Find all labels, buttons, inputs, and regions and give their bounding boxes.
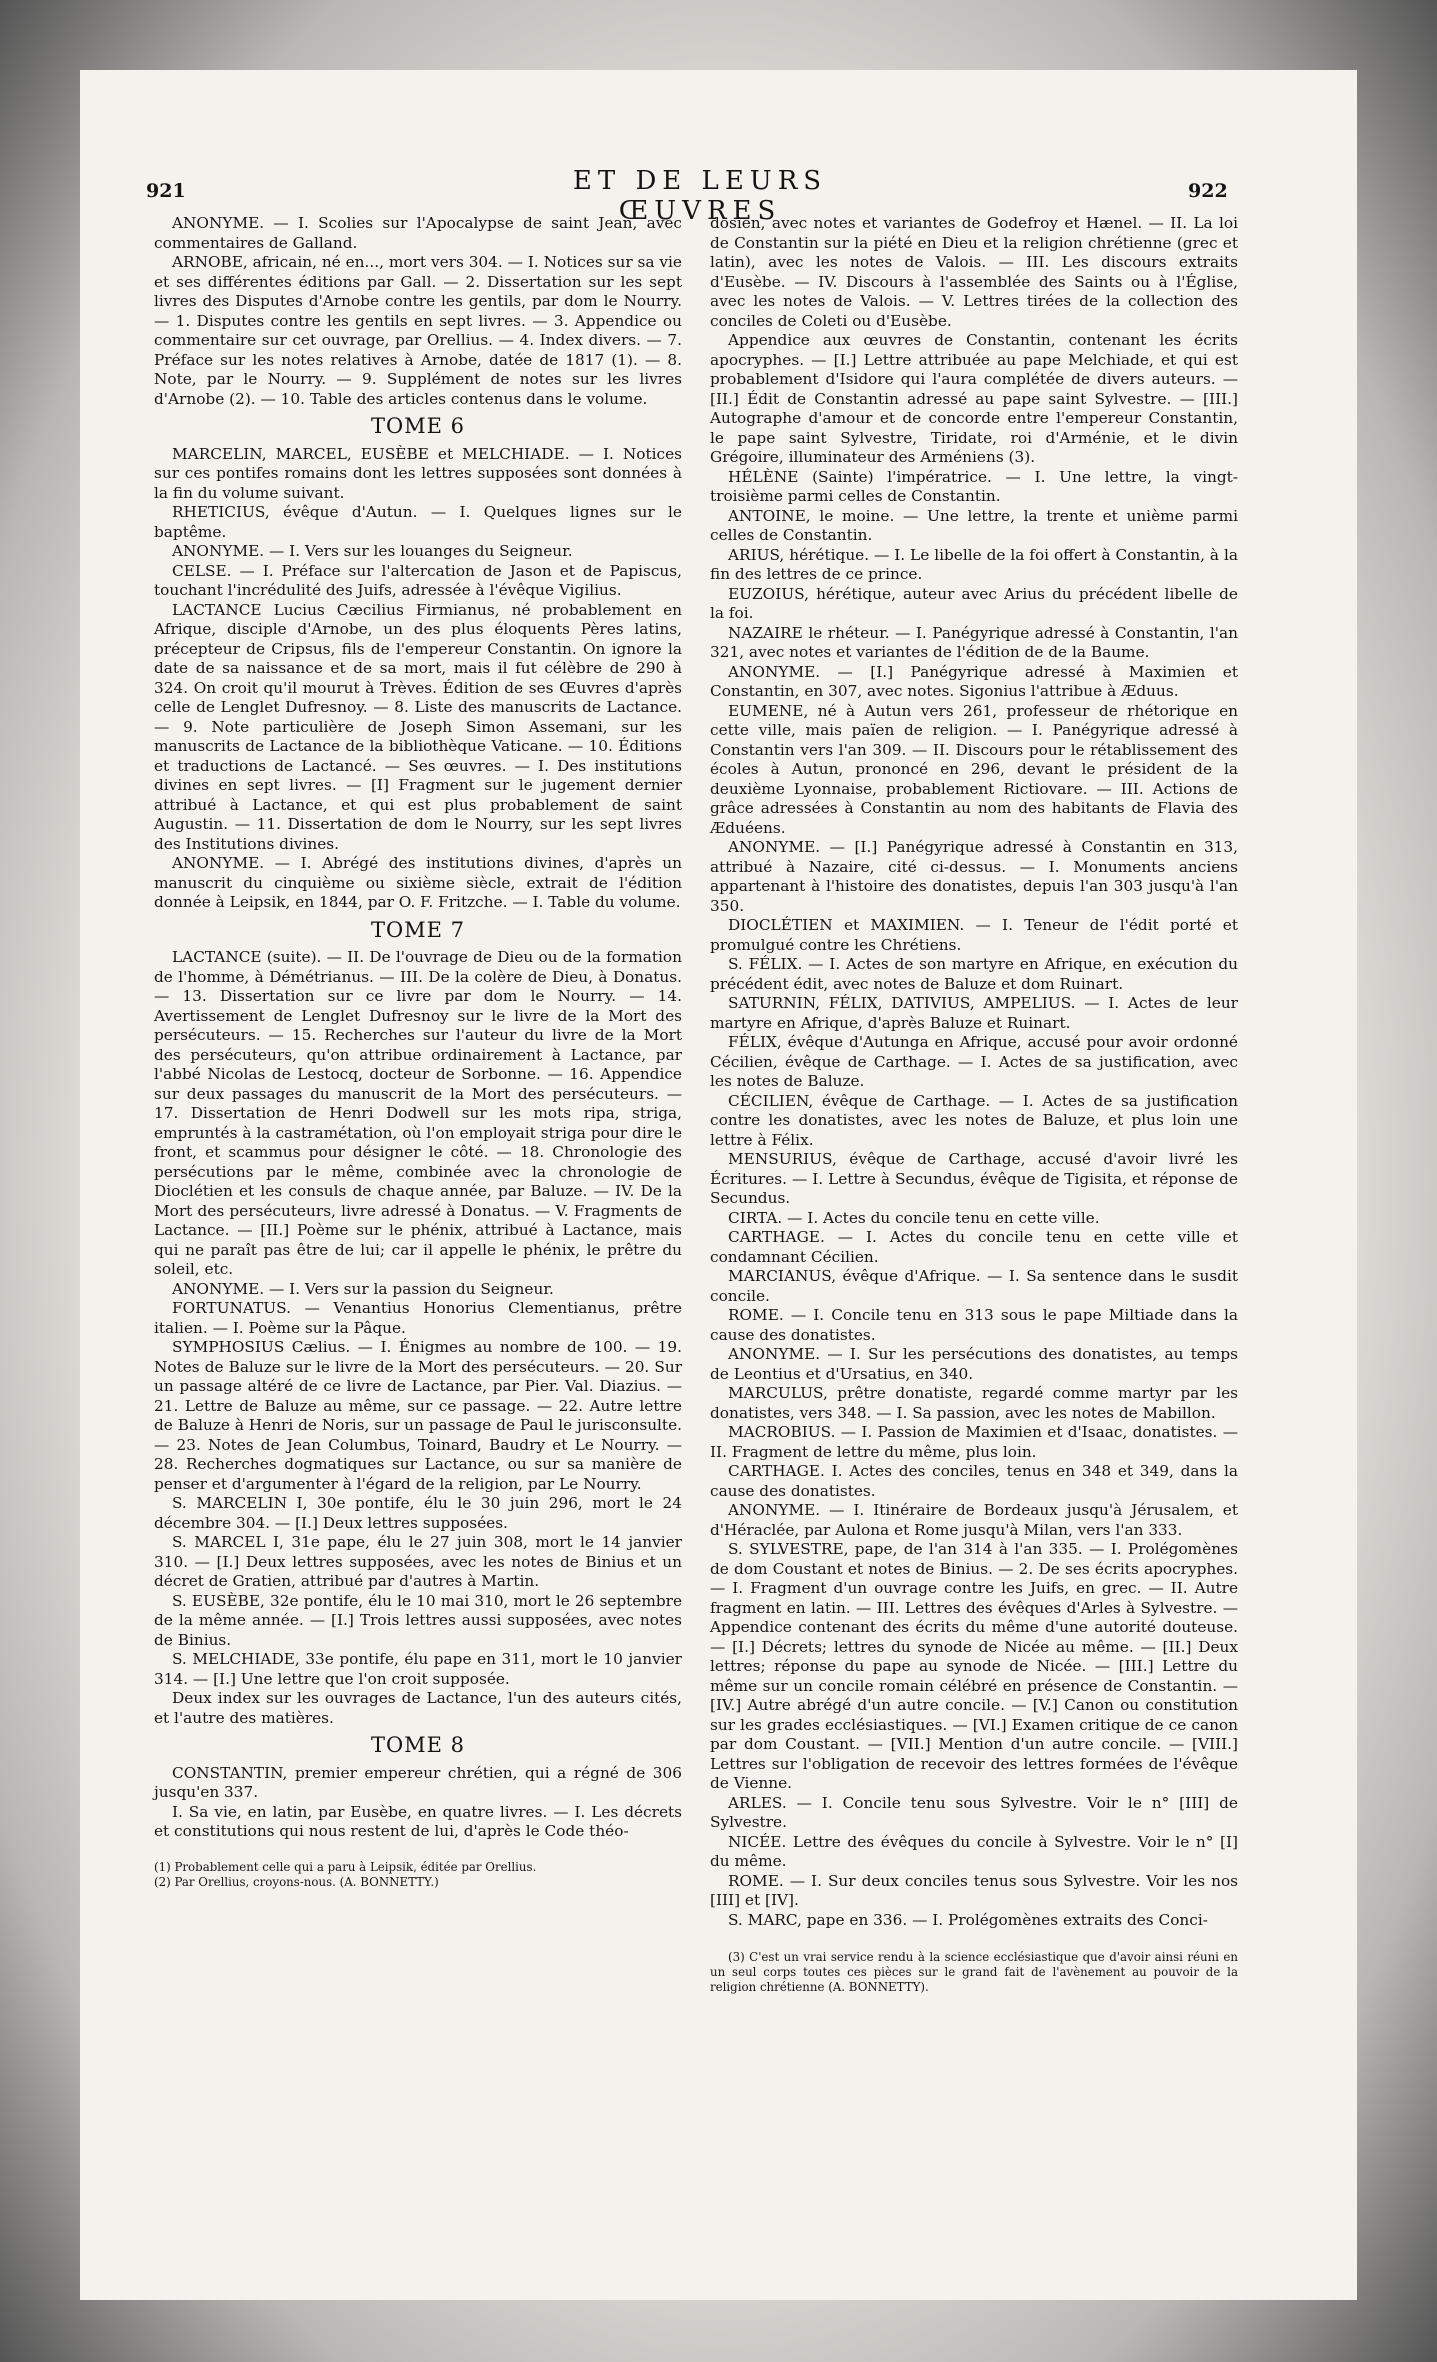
entry: MENSURIUS, évêque de Carthage, accusé d'avoir livré les Écritures. — I. Lettre à Secundus, évêque de Tigisita, et réponse de Secundus. [710,1150,1238,1207]
entry: MARCELIN, MARCEL, EUSÈBE et MELCHIADE. — I. Notices sur ces pontifes romains dont les lettres supposées sont données à la fin du volume suivant. [154,444,682,502]
entry: S. MELCHIADE, 33e pontife, élu pape en 311, mort le 10 janvier 314. — [I.] Une lettre que l'on croit supposée. [154,1650,682,1688]
page-number-right: 922 [1188,180,1228,202]
running-header: ET DE LEURS ŒUVRES [572,166,828,226]
entry: Appendice aux œuvres de Constantin, contenant les écrits apocryphes. — [I.] Lettre attribuée au pape Melchiade, et qui est probablement d'Isidore qui l'aura complétée de divers auteurs. — [II.] Édit de Constantin adressé au pape saint Sylvestre. — [III.] Autographe d'amour et de concorde entre l'empereur Constantin, le pape saint Sylvestre, Tiridate, roi d'Arménie, et le divin Grégoire, illuminateur des Arméniens (3). [710,331,1238,466]
entry: MACROBIUS. — I. Passion de Maximien et d'Isaac, donatistes. — II. Fragment de lettre du même, plus loin. [710,1423,1238,1461]
entry: ANONYME. — I. Abrégé des institutions divines, d'après un manuscrit du cinquième ou sixième siècle, extrait de l'édition donnée à Leipsik, en 1844, par O. F. Fritzche. — I. Table du volume. [154,854,682,911]
entry: ANTOINE, le moine. — Une lettre, la trente et unième parmi celles de Constantin. [710,506,1238,544]
entry: ANONYME. — I. Vers sur les louanges du Seigneur. [172,542,573,560]
footnote-2: (2) Par Orellius, croyons-nous. (A. BONNETTY.) [154,1874,439,1889]
entry: ARLES. — I. Concile tenu sous Sylvestre. Voir le n° [III] de Sylvestre. [710,1793,1238,1831]
entry: NAZAIRE le rhéteur. — I. Panégyrique adressé à Constantin, l'an 321, avec notes et variantes de l'édition de de la Baume. [710,623,1238,661]
entry: CELSE. — I. Préface sur l'altercation de Jason et de Papiscus, touchant l'incrédulité des Juifs, adressée à l'évêque Vigilius. [154,561,682,599]
entry: LACTANCE Lucius Cæcilius Firmianus, né probablement en Afrique, disciple d'Arnobe, un des plus éloquents Pères latins, précepteur de Cripsus, fils de l'empereur Constantin. On ignore la date de sa naissance et de sa mort, mais il fut célèbre de 290 à 324. On croit qu'il mourut à Trèves. Édition de ses Œuvres d'après celle de Lenglet Dufresnoy. — 8. Liste des manuscrits de Lactance. — 9. Note particulière de Joseph Simon Assemani, sur les manuscrits de Lactance de la bibliothèque Vaticane. — 10. Éditions et traductions de Lactancé. — Ses œuvres. — I. Des institutions divines en sept livres. — [I] Fragment sur le jugement dernier attribué à Lactance, et qui est plus probablement de saint Augustin. — 11. Dissertation de dom le Nourry, sur les sept livres des Institutions divines. [154,600,682,853]
entry: SYMPHOSIUS Cælius. — I. Énigmes au nombre de 100. — 19. Notes de Baluze sur le livre de la Mort des persécuteurs. — 20. Sur un passage altéré de ce livre de Lactance, par Pier. Val. Diazius. — 21. Lettre de Baluze au même, sur ce passage. — 22. Autre lettre de Baluze à Henri de Noris, sur un passage de Paul le jurisconsulte. — 23. Notes de Jean Columbus, Toinard, Baudry et Le Nourry. — 28. Recherches dogmatiques sur Lactance, ou sur sa manière de penser et d'argumenter à l'égard de la religion, par Le Nourry. [154,1338,682,1493]
footnote-3: (3) C'est un vrai service rendu à la science ecclésiastique que d'avoir ainsi réuni en un seul corps toutes ces pièces sur le grand fait de l'avènement au pouvoir de la religion chrétienne (A. BONNETTY). [710,1950,1238,1994]
entry: MARCIANUS, évêque d'Afrique. — I. Sa sentence dans le susdit concile. [710,1267,1238,1305]
entry: CIRTA. — I. Actes du concile tenu en cette ville. [728,1208,1100,1227]
section-heading-tome-8: TOME 8 [370,1733,466,1757]
entry: S. SYLVESTRE, pape, de l'an 314 à l'an 335. — I. Prolégomènes de dom Coustant et notes de Binius. — 2. De ses écrits apocryphes. — I. Fragment d'un ouvrage contre les Juifs, en grec. — II. Autre fragment en latin. — III. Lettres des évêques d'Arles à Sylvestre. — Appendice contenant des écrits du même d'une autorité douteuse. — [I.] Décrets; lettres du synode de Nicée au même. — [II.] Deux lettres; réponse du pape au synode de Nicée. — [III.] Lettre du même sur un concile romain célébré en présence de Constantin. — [IV.] Autre abrégé d'un autre concile. — [V.] Canon ou constitution sur les grades ecclésiastiques. — [VI.] Examen critique de ce canon par dom Coustant. — [VII.] Mention d'un autre concile. — [VIII.] Lettres sur l'obligation de recevoir des lettres formées de l'évêque de Vienne. [710,1540,1238,1792]
entry: ANONYME. — I. Vers sur la passion du Seigneur. [172,1279,554,1298]
footnotes-left [154,1860,682,1890]
entry: CARTHAGE. — I. Actes du concile tenu en cette ville et condamnant Cécilien. [710,1228,1238,1266]
footnotes-right [710,1950,1238,1995]
entry: LACTANCE (suite). — II. De l'ouvrage de Dieu ou de la formation de l'homme, à Démétrianus. — III. De la colère de Dieu, à Donatus. — 13. Dissertation sur ce livre par dom le Nourry. — 14. Avertissement de Lenglet Dufresnoy sur le livre de la Mort des persécuteurs. — 15. Recherches sur l'auteur du livre de la Mort des persécuteurs, qu'on attribue ordinairement à Lactance, par l'abbé Nicolas de Lestocq, docteur de Sorbonne. — 16. Appendice sur deux passages du manuscrit de la Mort des persécuteurs. — 17. Dissertation de Henri Dodwell sur les mots ripa, striga, empruntés à la castramétation, où l'on employait striga pour dire le front, et scammus pour désigner le côté. — 18. Chronologie des persécutions par le même, combinée avec la chronologie de Dioclétien et les consuls de chaque année, par Baluze. — IV. De la Mort des persécuteurs, livre adressé à Donatus. — V. Fragments de Lactance. — [II.] Poème sur le phénix, attribué à Lactance, mais qui ne paraît pas être de lui; car il appelle le phénix, le prêtre du soleil, etc. [154,948,682,1278]
entry: Deux index sur les ouvrages de Lactance, l'un des auteurs cités, et l'autre des matières. [154,1689,682,1727]
entry: ANONYME. — I. Scolies sur l'Apocalypse de saint Jean, avec commentaires de Galland. [154,214,682,252]
entry: ANONYME. — [I.] Panégyrique adressé à Maximien et Constantin, en 307, avec notes. Sigonius l'attribue à Æduus. [710,662,1238,700]
entry: EUMENE, né à Autun vers 261, professeur de rhétorique en cette ville, mais païen de religion. — I. Panégyrique adressé à Constantin vers l'an 309. — II. Discours pour le rétablissement des écoles à Autun, prononcé en 296, devant le président de la deuxième Lyonnaise, probablement Rictiovare. — III. Actions de grâce adressées à Constantin au nom des habitants de Flavia des Æduéens. [710,701,1238,837]
entry: CARTHAGE. I. Actes des conciles, tenus en 348 et 349, dans la cause des donatistes. [710,1462,1238,1500]
entry: CÉCILIEN, évêque de Carthage. — I. Actes de sa justification contre les donatistes, avec les notes de Baluze, et plus loin une lettre à Félix. [710,1091,1238,1149]
entry: ROME. — I. Sur deux conciles tenus sous Sylvestre. Voir les nos [III] et [IV]. [710,1871,1238,1909]
entry: CONSTANTIN, premier empereur chrétien, qui a régné de 306 jusqu'en 337. [154,1763,682,1801]
entry: S. MARC, pape en 336. — I. Prolégomènes extraits des Conci- [728,1910,1208,1929]
entry: MARCULUS, prêtre donatiste, regardé comme martyr par les donatistes, vers 348. — I. Sa passion, avec les notes de Mabillon. [710,1384,1238,1422]
entry: ANONYME. — [I.] Panégyrique adressé à Constantin en 313, attribué à Nazaire, cité ci-dessus. — I. Monuments anciens appartenant à l'histoire des donatistes, depuis l'an 303 jusqu'à l'an 350. [710,838,1238,915]
entry: FORTUNATUS. — Venantius Honorius Clementianus, prêtre italien. — I. Poème sur la Pâque. [154,1299,682,1337]
section-heading-tome-7: TOME 7 [370,917,466,942]
section-heading-tome-6: TOME 6 [370,414,466,438]
entry: ARIUS, hérétique. — I. Le libelle de la foi offert à Constantin, à la fin des lettres de ce prince. [710,545,1238,583]
footnote-1: (1) Probablement celle qui a paru à Leipsik, éditée par Orellius. [154,1859,537,1874]
entry: S. MARCELIN I, 30e pontife, élu le 30 juin 296, mort le 24 décembre 304. — [I.] Deux lettres supposées. [154,1494,682,1532]
entry: I. Sa vie, en latin, par Eusèbe, en quatre livres. — I. Les décrets et constitutions qui nous restent de lui, d'après le Code théo- [154,1802,682,1840]
entry: EUZOIUS, hérétique, auteur avec Arius du précédent libelle de la foi. [710,584,1238,622]
entry: DIOCLÉTIEN et MAXIMIEN. — I. Teneur de l'édit porté et promulgué contre les Chrétiens. [710,916,1238,954]
entry: S. MARCEL I, 31e pape, élu le 27 juin 308, mort le 14 janvier 310. — [I.] Deux lettres supposées, avec les notes de Binius et un décret de Gratien, attribué par d'autres à Martin. [154,1533,682,1590]
entry: HÉLÈNE (Sainte) l'impératrice. — I. Une lettre, la vingt-troisième parmi celles de Constantin. [710,467,1238,505]
right-column [710,214,1238,1995]
entry: NICÉE. Lettre des évêques du concile à Sylvestre. Voir le n° [I] du même. [710,1832,1238,1870]
entry: RHETICIUS, évêque d'Autun. — I. Quelques lignes sur le baptême. [154,503,682,541]
entry: ROME. — I. Concile tenu en 313 sous le pape Miltiade dans la cause des donatistes. [710,1306,1238,1344]
entry: ARNOBE, africain, né en..., mort vers 304. — I. Notices sur sa vie et ses différentes éditions par Gall. — 2. Dissertation sur les sept livres des Disputes d'Arnobe contre les gentils, par dom le Nourry. — 1. Disputes contre les gentils en sept livres. — 3. Appendice ou commentaire sur cet ouvrage, par Orellius. — 4. Index divers. — 7. Préface sur les notes relatives à Arnobe, datée de 1817 (1). — 8. Note, par le Nourry. — 9. Supplément de notes sur les livres d'Arnobe (2). — 10. Table des articles contenus dans le volume. [154,253,682,408]
entry: dosien, avec notes et variantes de Godefroy et Hænel. — II. La loi de Constantin sur la piété en Dieu et la religion chrétienne (grec et latin), avec les notes de Valois. — III. Les discours extraits d'Eusèbe. — IV. Discours à l'assemblée des Saints ou à l'Église, avec les notes de Valois. — V. Lettres tirées de la collection des conciles de Coleti ou d'Eusèbe. [710,214,1238,330]
entry: ANONYME. — I. Sur les persécutions des donatistes, au temps de Leontius et d'Ursatius, en 340. [710,1345,1238,1383]
entry: ANONYME. — I. Itinéraire de Bordeaux jusqu'à Jérusalem, et d'Héraclée, par Aulona et Rome jusqu'à Milan, vers l'an 333. [710,1501,1238,1539]
entry: SATURNIN, FÉLIX, DATIVIUS, AMPELIUS. — I. Actes de leur martyre en Afrique, d'après Baluze et Ruinart. [710,994,1238,1032]
left-column [154,214,682,1890]
entry: FÉLIX, évêque d'Autunga en Afrique, accusé pour avoir ordonné Cécilien, évêque de Carthage. — I. Actes de sa justification, avec les notes de Baluze. [710,1033,1238,1090]
entry: S. EUSÈBE, 32e pontife, élu le 10 mai 310, mort le 26 septembre de la même année. — [I.] Trois lettres aussi supposées, avec notes de Binius. [154,1591,682,1649]
page-number-left: 921 [146,180,186,202]
entry: S. FÉLIX. — I. Actes de son martyre en Afrique, en exécution du précédent édit, avec notes de Baluze et dom Ruinart. [710,955,1238,993]
